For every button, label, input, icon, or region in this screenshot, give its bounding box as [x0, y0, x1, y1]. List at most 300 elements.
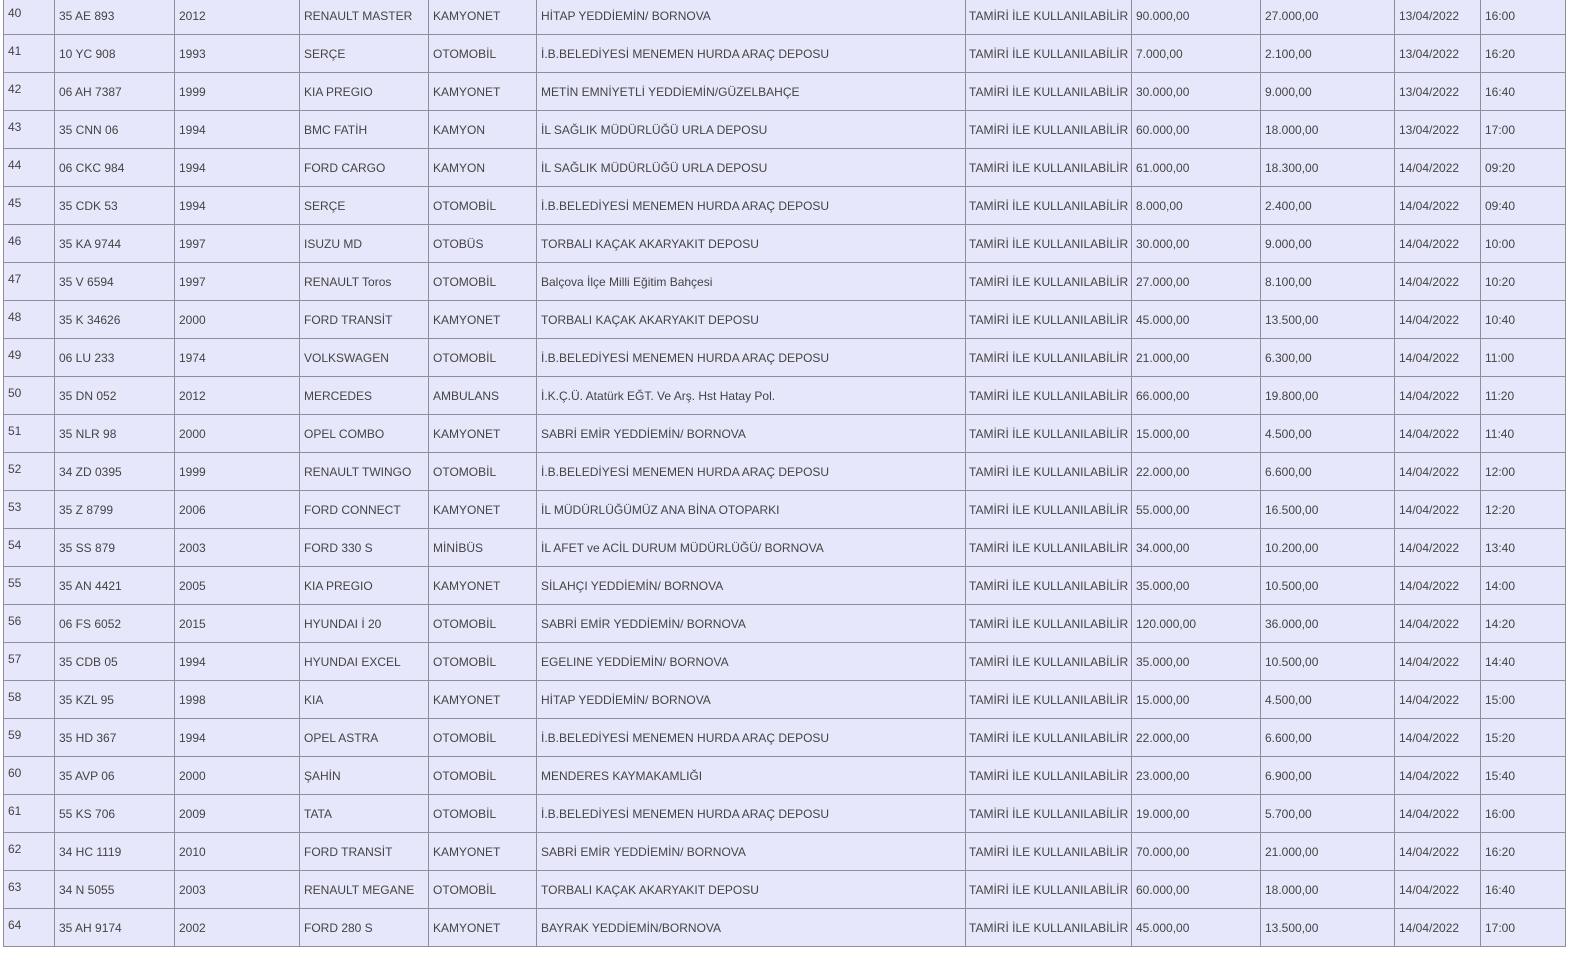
model-year-cell: 1994	[175, 111, 300, 149]
model-year-cell: 2000	[175, 757, 300, 795]
row-number-cell: 42	[4, 73, 55, 111]
deposit-cell: 10.500,00	[1261, 643, 1395, 681]
row-number-cell: 44	[4, 149, 55, 187]
location-cell: SİLAHÇI YEDDİEMİN/ BORNOVA	[537, 567, 966, 605]
estimated-price-cell: 19.000,00	[1132, 795, 1261, 833]
table-row	[4, 681, 1566, 719]
location-cell: TORBALI KAÇAK AKARYAKIT DEPOSU	[537, 301, 966, 339]
brand-model-cell: FORD CONNECT	[300, 491, 429, 529]
auction-time-cell: 15:20	[1481, 719, 1566, 757]
auction-date-cell: 14/04/2022	[1395, 719, 1481, 757]
condition-cell: TAMİRİ İLE KULLANILABİLİR	[966, 719, 1132, 757]
auction-time-cell: 11:40	[1481, 415, 1566, 453]
brand-model-cell: OPEL COMBO	[300, 415, 429, 453]
deposit-cell: 6.600,00	[1261, 719, 1395, 757]
plate-cell: 35 Z 8799	[55, 491, 175, 529]
estimated-price-cell: 45.000,00	[1132, 301, 1261, 339]
table-row	[4, 871, 1566, 909]
brand-model-cell: FORD TRANSİT	[300, 301, 429, 339]
table-row	[4, 567, 1566, 605]
condition-cell: TAMİRİ İLE KULLANILABİLİR	[966, 871, 1132, 909]
condition-cell: TAMİRİ İLE KULLANILABİLİR	[966, 111, 1132, 149]
brand-model-cell: FORD TRANSİT	[300, 833, 429, 871]
location-cell: İ.B.BELEDİYESİ MENEMEN HURDA ARAÇ DEPOSU	[537, 719, 966, 757]
auction-date-cell: 14/04/2022	[1395, 491, 1481, 529]
estimated-price-cell: 66.000,00	[1132, 377, 1261, 415]
deposit-cell: 19.800,00	[1261, 377, 1395, 415]
auction-time-cell: 14:40	[1481, 643, 1566, 681]
brand-model-cell: FORD 280 S	[300, 909, 429, 947]
auction-date-cell: 13/04/2022	[1395, 35, 1481, 73]
auction-time-cell: 17:00	[1481, 111, 1566, 149]
vehicle-type-cell: OTOMOBİL	[429, 643, 537, 681]
brand-model-cell: OPEL ASTRA	[300, 719, 429, 757]
vehicle-type-cell: KAMYON	[429, 149, 537, 187]
condition-cell: TAMİRİ İLE KULLANILABİLİR	[966, 757, 1132, 795]
row-number-cell: 55	[4, 567, 55, 605]
brand-model-cell: RENAULT MASTER	[300, 0, 429, 35]
deposit-cell: 21.000,00	[1261, 833, 1395, 871]
estimated-price-cell: 34.000,00	[1132, 529, 1261, 567]
deposit-cell: 18.000,00	[1261, 871, 1395, 909]
vehicle-type-cell: KAMYONET	[429, 567, 537, 605]
condition-cell: TAMİRİ İLE KULLANILABİLİR	[966, 643, 1132, 681]
condition-cell: TAMİRİ İLE KULLANILABİLİR	[966, 567, 1132, 605]
estimated-price-cell: 27.000,00	[1132, 263, 1261, 301]
auction-date-cell: 13/04/2022	[1395, 111, 1481, 149]
estimated-price-cell: 8.000,00	[1132, 187, 1261, 225]
vehicle-type-cell: KAMYONET	[429, 833, 537, 871]
auction-date-cell: 14/04/2022	[1395, 567, 1481, 605]
estimated-price-cell: 30.000,00	[1132, 225, 1261, 263]
condition-cell: TAMİRİ İLE KULLANILABİLİR	[966, 377, 1132, 415]
condition-cell: TAMİRİ İLE KULLANILABİLİR	[966, 681, 1132, 719]
deposit-cell: 6.600,00	[1261, 453, 1395, 491]
brand-model-cell: TATA	[300, 795, 429, 833]
row-number-cell: 43	[4, 111, 55, 149]
vehicle-type-cell: KAMYONET	[429, 681, 537, 719]
row-number-cell: 51	[4, 415, 55, 453]
table-row	[4, 35, 1566, 73]
model-year-cell: 1994	[175, 149, 300, 187]
deposit-cell: 10.200,00	[1261, 529, 1395, 567]
vehicle-type-cell: OTOMOBİL	[429, 605, 537, 643]
estimated-price-cell: 23.000,00	[1132, 757, 1261, 795]
location-cell: HİTAP YEDDİEMİN/ BORNOVA	[537, 0, 966, 35]
model-year-cell: 2002	[175, 909, 300, 947]
condition-cell: TAMİRİ İLE KULLANILABİLİR	[966, 415, 1132, 453]
model-year-cell: 1994	[175, 643, 300, 681]
table-row	[4, 0, 1566, 35]
row-number-cell: 64	[4, 909, 55, 947]
auction-time-cell: 09:40	[1481, 187, 1566, 225]
vehicle-type-cell: KAMYONET	[429, 0, 537, 35]
model-year-cell: 1994	[175, 187, 300, 225]
row-number-cell: 61	[4, 795, 55, 833]
condition-cell: TAMİRİ İLE KULLANILABİLİR	[966, 529, 1132, 567]
brand-model-cell: RENAULT TWINGO	[300, 453, 429, 491]
plate-cell: 35 CDB 05	[55, 643, 175, 681]
auction-date-cell: 14/04/2022	[1395, 339, 1481, 377]
auction-time-cell: 16:00	[1481, 0, 1566, 35]
page-bottom-margin	[0, 956, 1583, 965]
location-cell: MENDERES KAYMAKAMLIĞI	[537, 757, 966, 795]
location-cell: EGELINE YEDDİEMİN/ BORNOVA	[537, 643, 966, 681]
table-row	[4, 149, 1566, 187]
plate-cell: 35 AVP 06	[55, 757, 175, 795]
location-cell: İ.K.Ç.Ü. Atatürk EĞT. Ve Arş. Hst Hatay Pol.	[537, 377, 966, 415]
model-year-cell: 2006	[175, 491, 300, 529]
vehicle-type-cell: OTOMOBİL	[429, 871, 537, 909]
location-cell: İL AFET ve ACİL DURUM MÜDÜRLÜĞÜ/ BORNOVA	[537, 529, 966, 567]
plate-cell: 35 AE 893	[55, 0, 175, 35]
estimated-price-cell: 30.000,00	[1132, 73, 1261, 111]
model-year-cell: 1999	[175, 453, 300, 491]
table-row	[4, 263, 1566, 301]
estimated-price-cell: 21.000,00	[1132, 339, 1261, 377]
table-body	[4, 0, 1566, 947]
condition-cell: TAMİRİ İLE KULLANILABİLİR	[966, 0, 1132, 35]
model-year-cell: 2015	[175, 605, 300, 643]
plate-cell: 35 CNN 06	[55, 111, 175, 149]
auction-time-cell: 16:20	[1481, 833, 1566, 871]
auction-date-cell: 14/04/2022	[1395, 909, 1481, 947]
plate-cell: 35 K 34626	[55, 301, 175, 339]
deposit-cell: 5.700,00	[1261, 795, 1395, 833]
deposit-cell: 13.500,00	[1261, 909, 1395, 947]
table-row	[4, 795, 1566, 833]
vehicle-type-cell: OTOBÜS	[429, 225, 537, 263]
row-number-cell: 50	[4, 377, 55, 415]
brand-model-cell: HYUNDAI İ 20	[300, 605, 429, 643]
location-cell: İ.B.BELEDİYESİ MENEMEN HURDA ARAÇ DEPOSU	[537, 187, 966, 225]
table-row	[4, 605, 1566, 643]
auction-date-cell: 14/04/2022	[1395, 301, 1481, 339]
brand-model-cell: FORD CARGO	[300, 149, 429, 187]
estimated-price-cell: 120.000,00	[1132, 605, 1261, 643]
auction-date-cell: 14/04/2022	[1395, 187, 1481, 225]
brand-model-cell: SERÇE	[300, 35, 429, 73]
condition-cell: TAMİRİ İLE KULLANILABİLİR	[966, 909, 1132, 947]
location-cell: İL MÜDÜRLÜĞÜMÜZ ANA BİNA OTOPARKI	[537, 491, 966, 529]
estimated-price-cell: 35.000,00	[1132, 567, 1261, 605]
auction-time-cell: 12:20	[1481, 491, 1566, 529]
plate-cell: 06 AH 7387	[55, 73, 175, 111]
deposit-cell: 18.000,00	[1261, 111, 1395, 149]
auction-date-cell: 14/04/2022	[1395, 415, 1481, 453]
auction-time-cell: 16:20	[1481, 35, 1566, 73]
estimated-price-cell: 61.000,00	[1132, 149, 1261, 187]
model-year-cell: 1997	[175, 263, 300, 301]
estimated-price-cell: 55.000,00	[1132, 491, 1261, 529]
deposit-cell: 6.300,00	[1261, 339, 1395, 377]
location-cell: SABRİ EMİR YEDDİEMİN/ BORNOVA	[537, 833, 966, 871]
deposit-cell: 18.300,00	[1261, 149, 1395, 187]
row-number-cell: 52	[4, 453, 55, 491]
location-cell: SABRİ EMİR YEDDİEMİN/ BORNOVA	[537, 415, 966, 453]
location-cell: İ.B.BELEDİYESİ MENEMEN HURDA ARAÇ DEPOSU	[537, 453, 966, 491]
table-row	[4, 377, 1566, 415]
location-cell: HİTAP YEDDİEMİN/ BORNOVA	[537, 681, 966, 719]
estimated-price-cell: 35.000,00	[1132, 643, 1261, 681]
plate-cell: 35 KZL 95	[55, 681, 175, 719]
model-year-cell: 2005	[175, 567, 300, 605]
row-number-cell: 59	[4, 719, 55, 757]
location-cell: İL SAĞLIK MÜDÜRLÜĞÜ URLA DEPOSU	[537, 111, 966, 149]
table-row	[4, 529, 1566, 567]
auction-time-cell: 14:20	[1481, 605, 1566, 643]
vehicle-type-cell: OTOMOBİL	[429, 35, 537, 73]
plate-cell: 35 HD 367	[55, 719, 175, 757]
condition-cell: TAMİRİ İLE KULLANILABİLİR	[966, 301, 1132, 339]
brand-model-cell: ŞAHİN	[300, 757, 429, 795]
condition-cell: TAMİRİ İLE KULLANILABİLİR	[966, 339, 1132, 377]
vehicle-type-cell: KAMYONET	[429, 415, 537, 453]
auction-date-cell: 14/04/2022	[1395, 263, 1481, 301]
vehicle-type-cell: KAMYON	[429, 111, 537, 149]
deposit-cell: 4.500,00	[1261, 415, 1395, 453]
estimated-price-cell: 70.000,00	[1132, 833, 1261, 871]
deposit-cell: 36.000,00	[1261, 605, 1395, 643]
auction-date-cell: 14/04/2022	[1395, 453, 1481, 491]
brand-model-cell: KIA PREGIO	[300, 73, 429, 111]
condition-cell: TAMİRİ İLE KULLANILABİLİR	[966, 491, 1132, 529]
row-number-cell: 48	[4, 301, 55, 339]
brand-model-cell: FORD 330 S	[300, 529, 429, 567]
table-row	[4, 187, 1566, 225]
location-cell: İ.B.BELEDİYESİ MENEMEN HURDA ARAÇ DEPOSU	[537, 339, 966, 377]
plate-cell: 10 YC 908	[55, 35, 175, 73]
plate-cell: 35 SS 879	[55, 529, 175, 567]
auction-time-cell: 13:40	[1481, 529, 1566, 567]
location-cell: Balçova İlçe Milli Eğitim Bahçesi	[537, 263, 966, 301]
model-year-cell: 1997	[175, 225, 300, 263]
auction-date-cell: 14/04/2022	[1395, 871, 1481, 909]
condition-cell: TAMİRİ İLE KULLANILABİLİR	[966, 453, 1132, 491]
location-cell: SABRİ EMİR YEDDİEMİN/ BORNOVA	[537, 605, 966, 643]
row-number-cell: 62	[4, 833, 55, 871]
row-number-cell: 53	[4, 491, 55, 529]
auction-time-cell: 10:00	[1481, 225, 1566, 263]
auction-date-cell: 14/04/2022	[1395, 225, 1481, 263]
vehicle-auction-table	[3, 0, 1566, 947]
auction-time-cell: 15:40	[1481, 757, 1566, 795]
estimated-price-cell: 22.000,00	[1132, 453, 1261, 491]
estimated-price-cell: 60.000,00	[1132, 871, 1261, 909]
row-number-cell: 47	[4, 263, 55, 301]
auction-time-cell: 12:00	[1481, 453, 1566, 491]
model-year-cell: 1993	[175, 35, 300, 73]
vehicle-type-cell: OTOMOBİL	[429, 719, 537, 757]
model-year-cell: 2012	[175, 0, 300, 35]
auction-time-cell: 16:00	[1481, 795, 1566, 833]
table-row	[4, 833, 1566, 871]
deposit-cell: 2.400,00	[1261, 187, 1395, 225]
table-row	[4, 225, 1566, 263]
plate-cell: 35 NLR 98	[55, 415, 175, 453]
auction-time-cell: 11:20	[1481, 377, 1566, 415]
brand-model-cell: KIA PREGIO	[300, 567, 429, 605]
model-year-cell: 2009	[175, 795, 300, 833]
auction-time-cell: 09:20	[1481, 149, 1566, 187]
deposit-cell: 8.100,00	[1261, 263, 1395, 301]
estimated-price-cell: 90.000,00	[1132, 0, 1261, 35]
estimated-price-cell: 15.000,00	[1132, 681, 1261, 719]
brand-model-cell: ISUZU MD	[300, 225, 429, 263]
vehicle-type-cell: KAMYONET	[429, 909, 537, 947]
deposit-cell: 10.500,00	[1261, 567, 1395, 605]
brand-model-cell: VOLKSWAGEN	[300, 339, 429, 377]
row-number-cell: 57	[4, 643, 55, 681]
deposit-cell: 2.100,00	[1261, 35, 1395, 73]
condition-cell: TAMİRİ İLE KULLANILABİLİR	[966, 795, 1132, 833]
brand-model-cell: RENAULT Toros	[300, 263, 429, 301]
auction-time-cell: 16:40	[1481, 871, 1566, 909]
auction-time-cell: 16:40	[1481, 73, 1566, 111]
auction-time-cell: 14:00	[1481, 567, 1566, 605]
condition-cell: TAMİRİ İLE KULLANILABİLİR	[966, 225, 1132, 263]
row-number-cell: 46	[4, 225, 55, 263]
auction-time-cell: 11:00	[1481, 339, 1566, 377]
location-cell: BAYRAK YEDDİEMİN/BORNOVA	[537, 909, 966, 947]
deposit-cell: 9.000,00	[1261, 73, 1395, 111]
plate-cell: 06 FS 6052	[55, 605, 175, 643]
plate-cell: 34 ZD 0395	[55, 453, 175, 491]
condition-cell: TAMİRİ İLE KULLANILABİLİR	[966, 149, 1132, 187]
row-number-cell: 56	[4, 605, 55, 643]
plate-cell: 55 KS 706	[55, 795, 175, 833]
table-row	[4, 643, 1566, 681]
vehicle-type-cell: OTOMOBİL	[429, 187, 537, 225]
vehicle-type-cell: OTOMOBİL	[429, 453, 537, 491]
location-cell: İ.B.BELEDİYESİ MENEMEN HURDA ARAÇ DEPOSU	[537, 795, 966, 833]
model-year-cell: 2010	[175, 833, 300, 871]
brand-model-cell: KIA	[300, 681, 429, 719]
plate-cell: 35 V 6594	[55, 263, 175, 301]
row-number-cell: 63	[4, 871, 55, 909]
condition-cell: TAMİRİ İLE KULLANILABİLİR	[966, 833, 1132, 871]
estimated-price-cell: 7.000,00	[1132, 35, 1261, 73]
brand-model-cell: SERÇE	[300, 187, 429, 225]
auction-date-cell: 13/04/2022	[1395, 0, 1481, 35]
auction-date-cell: 14/04/2022	[1395, 643, 1481, 681]
estimated-price-cell: 60.000,00	[1132, 111, 1261, 149]
row-number-cell: 45	[4, 187, 55, 225]
location-cell: TORBALI KAÇAK AKARYAKIT DEPOSU	[537, 225, 966, 263]
condition-cell: TAMİRİ İLE KULLANILABİLİR	[966, 187, 1132, 225]
condition-cell: TAMİRİ İLE KULLANILABİLİR	[966, 263, 1132, 301]
row-number-cell: 41	[4, 35, 55, 73]
vehicle-type-cell: AMBULANS	[429, 377, 537, 415]
table-row	[4, 909, 1566, 947]
table-row	[4, 111, 1566, 149]
vehicle-type-cell: KAMYONET	[429, 301, 537, 339]
model-year-cell: 2000	[175, 301, 300, 339]
estimated-price-cell: 22.000,00	[1132, 719, 1261, 757]
location-cell: METİN EMNİYETLİ YEDDİEMİN/GÜZELBAHÇE	[537, 73, 966, 111]
plate-cell: 35 CDK 53	[55, 187, 175, 225]
estimated-price-cell: 15.000,00	[1132, 415, 1261, 453]
row-number-cell: 58	[4, 681, 55, 719]
brand-model-cell: MERCEDES	[300, 377, 429, 415]
plate-cell: 34 N 5055	[55, 871, 175, 909]
auction-date-cell: 14/04/2022	[1395, 833, 1481, 871]
vehicle-type-cell: OTOMOBİL	[429, 263, 537, 301]
model-year-cell: 1998	[175, 681, 300, 719]
table-row	[4, 491, 1566, 529]
vehicle-type-cell: OTOMOBİL	[429, 795, 537, 833]
condition-cell: TAMİRİ İLE KULLANILABİLİR	[966, 605, 1132, 643]
plate-cell: 35 AH 9174	[55, 909, 175, 947]
row-number-cell: 60	[4, 757, 55, 795]
model-year-cell: 2012	[175, 377, 300, 415]
model-year-cell: 2003	[175, 529, 300, 567]
row-number-cell: 40	[4, 0, 55, 35]
model-year-cell: 1994	[175, 719, 300, 757]
plate-cell: 35 DN 052	[55, 377, 175, 415]
brand-model-cell: RENAULT MEGANE	[300, 871, 429, 909]
table-row	[4, 301, 1566, 339]
auction-time-cell: 10:40	[1481, 301, 1566, 339]
vehicle-auction-table-container	[3, 0, 1565, 947]
deposit-cell: 13.500,00	[1261, 301, 1395, 339]
table-row	[4, 73, 1566, 111]
vehicle-type-cell: KAMYONET	[429, 73, 537, 111]
table-row	[4, 719, 1566, 757]
condition-cell: TAMİRİ İLE KULLANILABİLİR	[966, 73, 1132, 111]
deposit-cell: 6.900,00	[1261, 757, 1395, 795]
location-cell: TORBALI KAÇAK AKARYAKIT DEPOSU	[537, 871, 966, 909]
auction-date-cell: 14/04/2022	[1395, 681, 1481, 719]
table-row	[4, 453, 1566, 491]
model-year-cell: 2003	[175, 871, 300, 909]
row-number-cell: 54	[4, 529, 55, 567]
auction-date-cell: 14/04/2022	[1395, 149, 1481, 187]
condition-cell: TAMİRİ İLE KULLANILABİLİR	[966, 35, 1132, 73]
plate-cell: 35 KA 9744	[55, 225, 175, 263]
auction-date-cell: 14/04/2022	[1395, 795, 1481, 833]
plate-cell: 35 AN 4421	[55, 567, 175, 605]
model-year-cell: 2000	[175, 415, 300, 453]
vehicle-type-cell: OTOMOBİL	[429, 757, 537, 795]
location-cell: İL SAĞLIK MÜDÜRLÜĞÜ URLA DEPOSU	[537, 149, 966, 187]
table-row	[4, 415, 1566, 453]
table-row	[4, 339, 1566, 377]
row-number-cell: 49	[4, 339, 55, 377]
vehicle-type-cell: OTOMOBİL	[429, 339, 537, 377]
vehicle-type-cell: KAMYONET	[429, 491, 537, 529]
deposit-cell: 16.500,00	[1261, 491, 1395, 529]
plate-cell: 06 CKC 984	[55, 149, 175, 187]
auction-time-cell: 15:00	[1481, 681, 1566, 719]
auction-date-cell: 14/04/2022	[1395, 757, 1481, 795]
brand-model-cell: HYUNDAI EXCEL	[300, 643, 429, 681]
auction-time-cell: 10:20	[1481, 263, 1566, 301]
auction-date-cell: 14/04/2022	[1395, 529, 1481, 567]
plate-cell: 06 LU 233	[55, 339, 175, 377]
deposit-cell: 27.000,00	[1261, 0, 1395, 35]
deposit-cell: 4.500,00	[1261, 681, 1395, 719]
model-year-cell: 1974	[175, 339, 300, 377]
model-year-cell: 1999	[175, 73, 300, 111]
auction-time-cell: 17:00	[1481, 909, 1566, 947]
table-row	[4, 757, 1566, 795]
deposit-cell: 9.000,00	[1261, 225, 1395, 263]
location-cell: İ.B.BELEDİYESİ MENEMEN HURDA ARAÇ DEPOSU	[537, 35, 966, 73]
vehicle-type-cell: MİNİBÜS	[429, 529, 537, 567]
estimated-price-cell: 45.000,00	[1132, 909, 1261, 947]
auction-date-cell: 14/04/2022	[1395, 605, 1481, 643]
